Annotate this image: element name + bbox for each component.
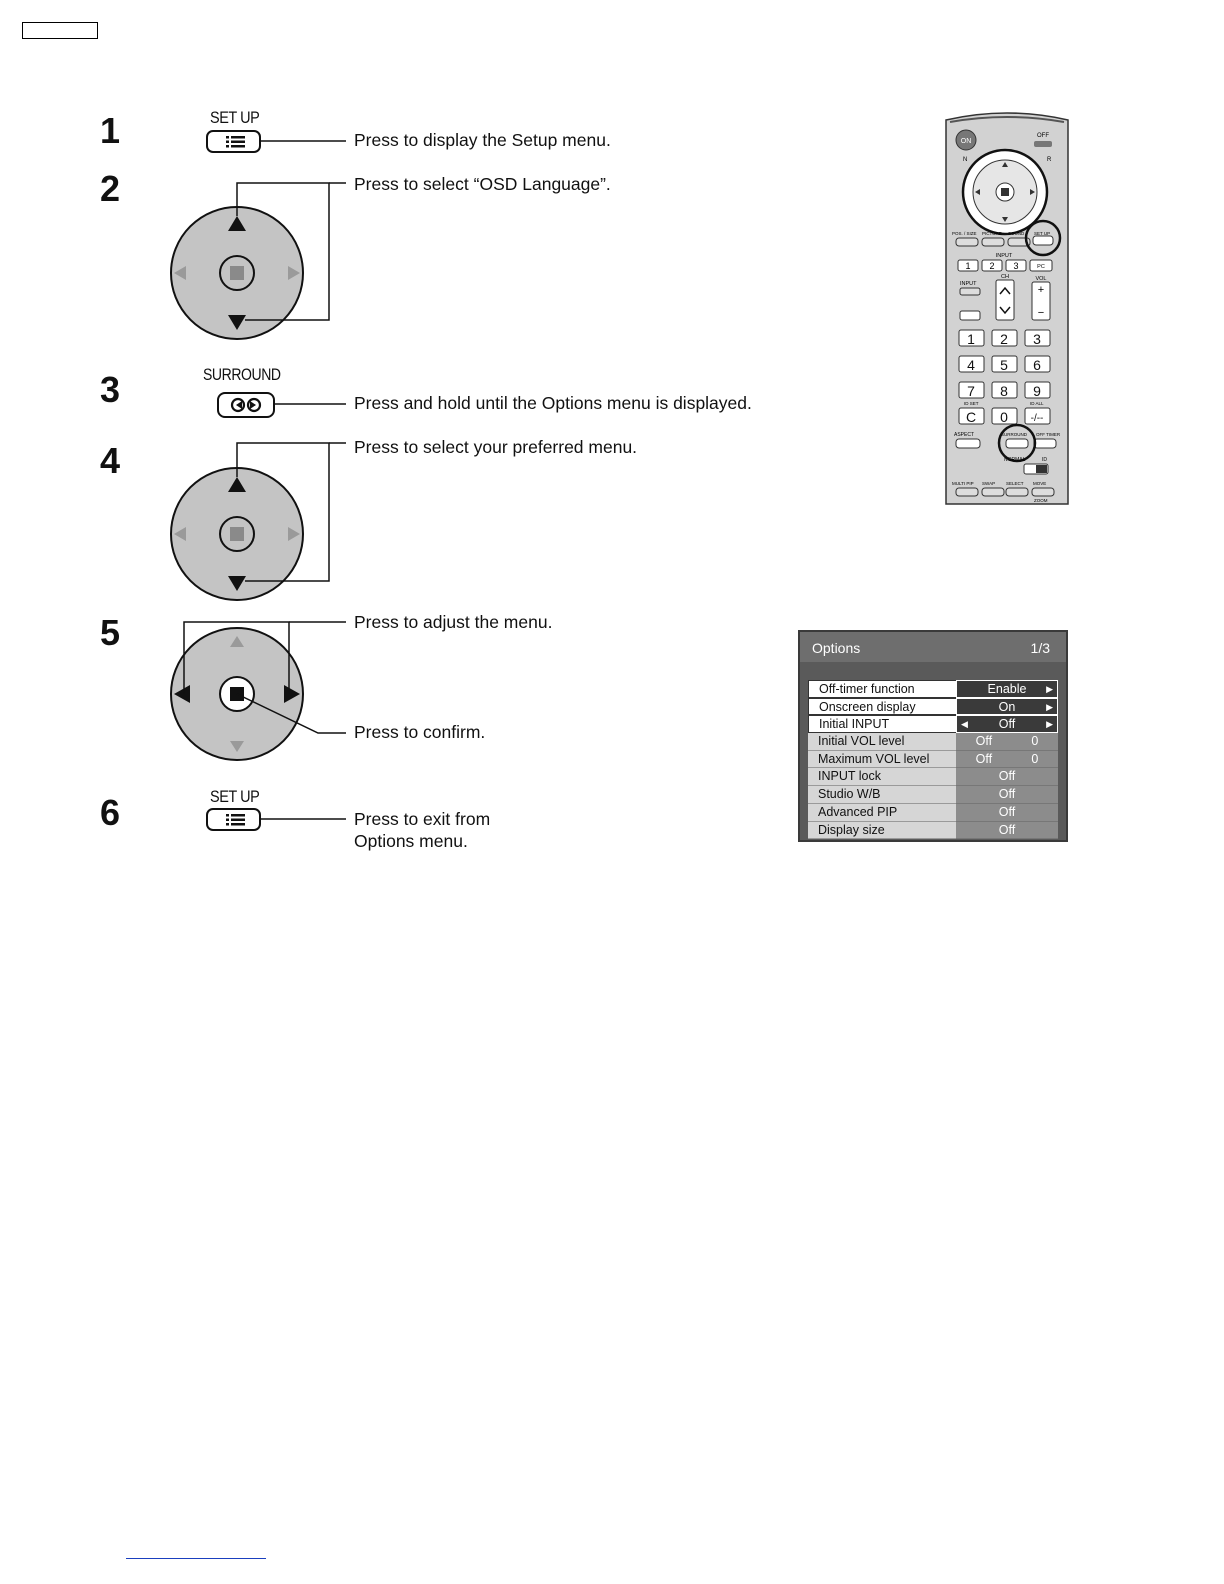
remote-select-label: SELECT <box>1006 481 1024 486</box>
remote-normal-label: NORMAL <box>1004 457 1026 463</box>
instruction-6-line1: Press to exit from <box>354 809 491 829</box>
menu-row-value: Off <box>956 768 1058 786</box>
right-arrow-icon: ▶ <box>1046 701 1053 712</box>
svg-text:+: + <box>1037 284 1045 296</box>
remote-off-label: OFF <box>1037 133 1049 139</box>
menu-value-text: Off <box>975 734 993 749</box>
remote-sound-label: SOUND <box>1008 231 1025 236</box>
menu-row-label: Off-timer function <box>808 680 956 698</box>
menu-row-value <box>956 751 1058 769</box>
remote-id-set-label: ID SET <box>964 401 979 406</box>
keypad-9: 9 <box>1033 383 1041 399</box>
menu-row-advanced-pip <box>808 804 1058 822</box>
remote-n-label: N <box>963 157 968 163</box>
instruction-3: Press and hold until the Options menu is displayed. <box>354 393 752 413</box>
menu-row-value <box>956 733 1058 751</box>
menu-row-value <box>956 715 1058 733</box>
keypad-1: 1 <box>967 331 975 347</box>
remote-on-label: ON <box>960 138 972 145</box>
right-arrow-icon: ▶ <box>1046 719 1053 730</box>
dpad-icon-step4 <box>171 443 346 600</box>
menu-row-label: Advanced PIP <box>808 804 956 822</box>
menu-row-label: Initial INPUT <box>808 715 956 733</box>
keypad-6: 6 <box>1033 357 1041 373</box>
svg-text:3: 3 <box>1013 261 1019 271</box>
menu-row-display-size <box>808 822 1058 840</box>
instruction-4: Press to select your preferred menu. <box>354 437 638 457</box>
remote-pc-label: PC <box>1037 264 1045 270</box>
step-number-6: 6 <box>100 792 121 833</box>
menu-row-value <box>956 680 1058 698</box>
right-arrow-icon: ▶ <box>1046 684 1053 694</box>
menu-value-text: On <box>998 699 1016 714</box>
setup-button-label-2: SET UP <box>210 787 260 806</box>
keypad-dash: -/-- <box>1030 413 1044 424</box>
svg-text:1: 1 <box>965 261 971 271</box>
menu-value-number: 0 <box>1031 751 1039 766</box>
step-number-2: 2 <box>100 168 121 209</box>
keypad-c: C <box>965 409 977 425</box>
svg-text:2: 2 <box>989 261 995 271</box>
menu-value-text: Off <box>998 717 1016 732</box>
menu-row-value: Off <box>956 804 1058 822</box>
surround-button-label: SURROUND <box>203 366 281 384</box>
menu-row-label: Maximum VOL level <box>808 751 956 769</box>
keypad-5: 5 <box>1000 357 1008 373</box>
remote-vol-label: VOL <box>1035 276 1047 282</box>
instruction-6-line2: Options menu. <box>354 831 468 851</box>
menu-row-value <box>956 698 1058 716</box>
remote-multi-pip-label: MULTI PIP <box>952 481 974 486</box>
menu-row-label: INPUT lock <box>808 768 956 786</box>
keypad-0: 0 <box>1000 409 1008 425</box>
options-menu-header <box>800 632 1066 662</box>
setup-button-icon-2 <box>207 809 346 830</box>
remote-zoom-label: ZOOM <box>1034 498 1048 503</box>
instruction-5: Press to adjust the menu. <box>354 612 553 632</box>
options-menu-title: Options <box>812 640 861 656</box>
menu-row-input-lock <box>808 768 1058 786</box>
remote-control-illustration <box>944 112 1070 504</box>
remote-swap-label: SWAP <box>982 481 996 486</box>
menu-row-label: Display size <box>808 822 956 840</box>
remote-r-label: R <box>1047 157 1052 163</box>
menu-value-number: 0 <box>1031 734 1039 749</box>
remote-off-timer-label: OFF TIMER <box>1036 432 1061 437</box>
keypad-4: 4 <box>967 357 975 373</box>
menu-value-text: Off <box>975 751 993 766</box>
menu-row-value: Off <box>956 822 1058 840</box>
step-number-3: 3 <box>100 369 121 410</box>
keypad-2: 2 <box>1000 331 1008 347</box>
remote-picture-label: PICTURE <box>982 231 1002 236</box>
remote-aspect-label: ASPECT <box>954 432 975 438</box>
step-number-1: 1 <box>100 110 121 151</box>
menu-row-initial-input <box>808 715 1058 733</box>
setup-button-icon <box>207 131 346 152</box>
step-number-4: 4 <box>100 440 121 481</box>
step-number-5: 5 <box>100 612 121 653</box>
remote-setup-label: SET UP <box>1034 231 1051 236</box>
remote-input-group-label: INPUT <box>995 253 1013 259</box>
menu-row-label: Initial VOL level <box>808 733 956 751</box>
options-menu-page: 1/3 <box>1030 640 1050 656</box>
remote-pos-size-label: POS. / SIZE <box>952 231 977 236</box>
menu-row-onscreen-display <box>808 698 1058 716</box>
left-arrow-icon: ◀ <box>961 719 968 730</box>
options-menu-rows <box>808 680 1058 839</box>
instruction-1: Press to display the Setup menu. <box>354 130 611 150</box>
menu-row-off-timer <box>808 680 1058 698</box>
instruction-5b: Press to confirm. <box>354 722 486 742</box>
menu-row-studio-wb <box>808 786 1058 804</box>
svg-text:−: − <box>1037 307 1045 319</box>
keypad-3: 3 <box>1033 331 1041 347</box>
keypad-8: 8 <box>1000 383 1008 399</box>
remote-surround-label: SURROUND <box>1001 432 1028 437</box>
menu-value-text: Enable <box>987 682 1027 696</box>
keypad-7: 7 <box>967 383 975 399</box>
remote-input-label: INPUT <box>960 281 977 287</box>
footer-link-line <box>126 1558 266 1559</box>
setup-button-label: SET UP <box>210 108 260 127</box>
menu-row-label: Studio W/B <box>808 786 956 804</box>
menu-row-value: Off <box>956 786 1058 804</box>
remote-id-label: ID <box>1042 457 1047 463</box>
dpad-icon-step2 <box>171 183 346 339</box>
menu-row-initial-vol <box>808 733 1058 751</box>
remote-id-all-label: ID ALL <box>1030 401 1044 406</box>
instruction-2: Press to select “OSD Language”. <box>354 174 611 194</box>
dpad-icon-step5 <box>171 622 346 760</box>
remote-ch-label: CH <box>1001 274 1009 280</box>
menu-row-maximum-vol <box>808 751 1058 769</box>
options-menu <box>798 630 1068 842</box>
menu-row-label: Onscreen display <box>808 698 956 716</box>
remote-move-label: MOVE <box>1033 481 1047 486</box>
surround-button-icon <box>218 393 346 417</box>
